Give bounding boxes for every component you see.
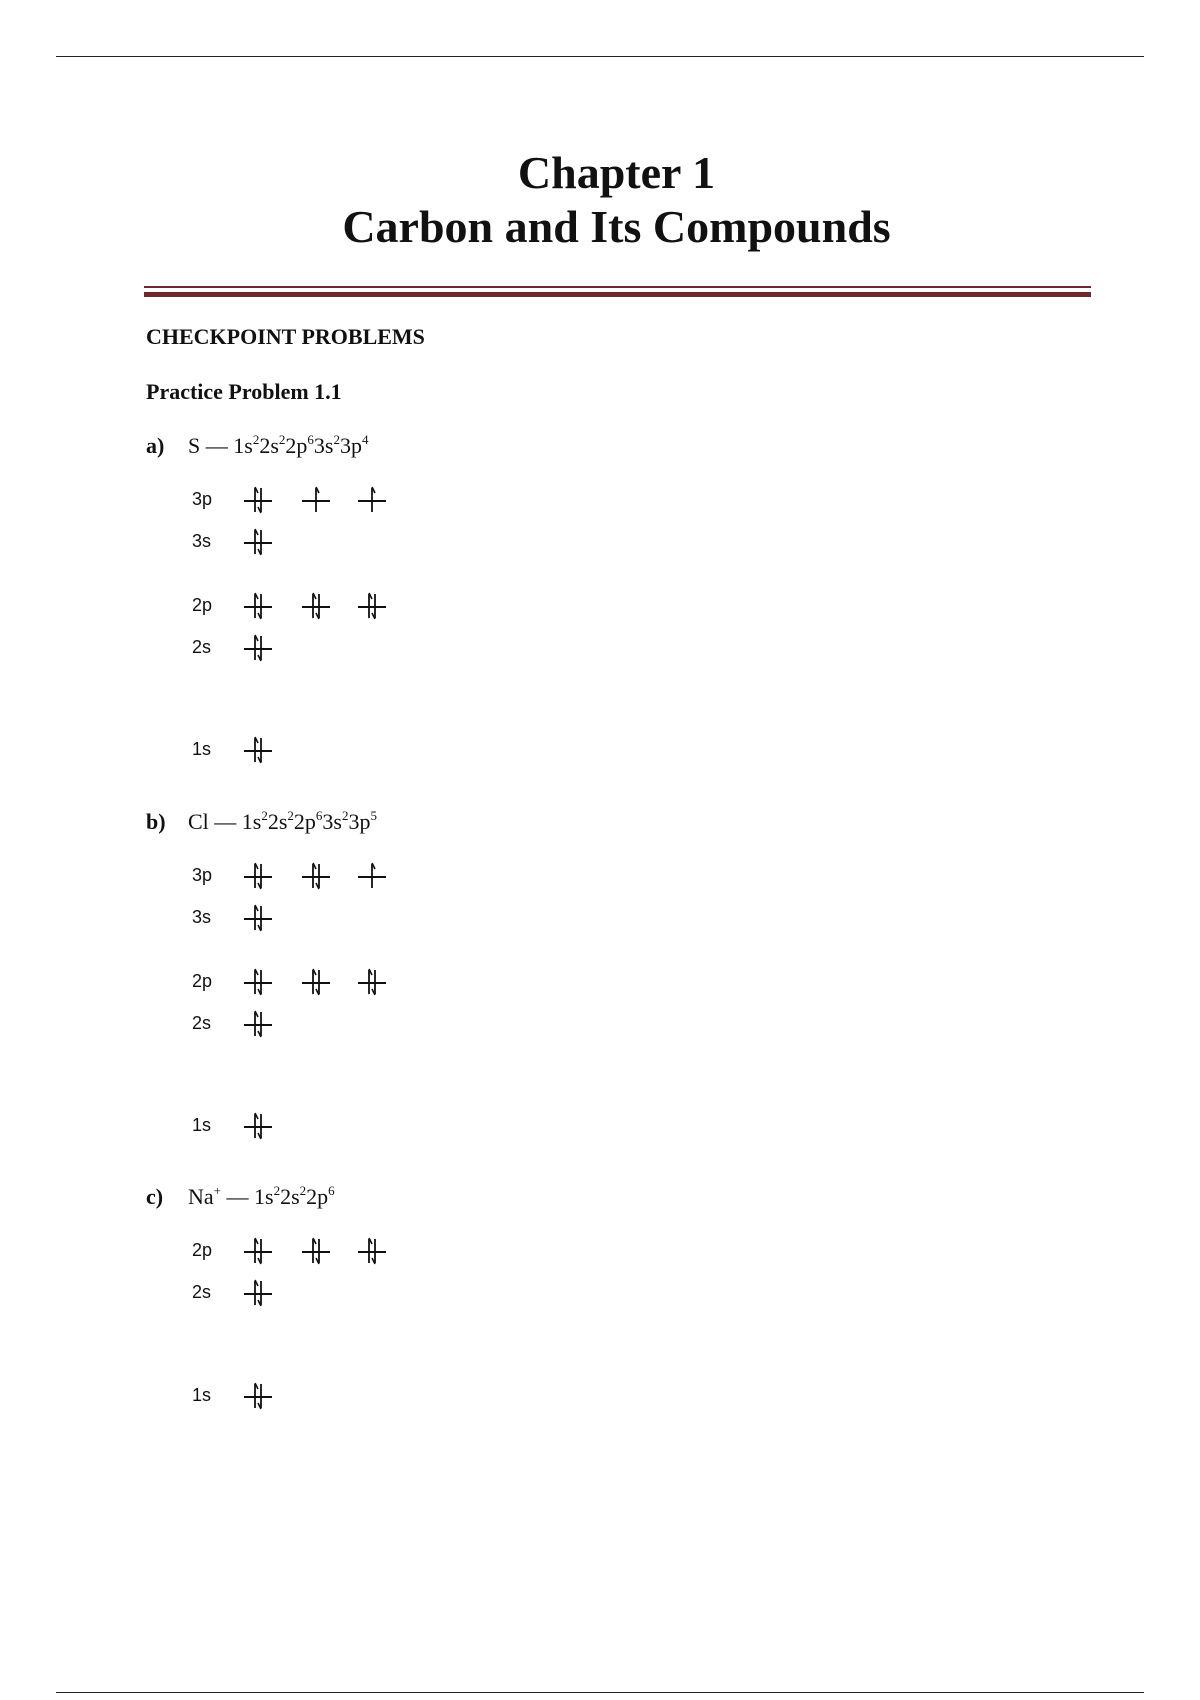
orbital-box-3s: [243, 528, 273, 556]
orbital-box-2s: [243, 1279, 273, 1307]
orbital-box-3p: [357, 862, 387, 890]
orbital-label-2s: 2s: [192, 1282, 212, 1302]
electron-count: 2: [261, 808, 268, 823]
orbital-box-2p: [357, 592, 387, 620]
orbital-label-2s: 2s: [192, 1013, 212, 1033]
orbital-label-3s: 3s: [192, 907, 212, 927]
part-letter: c): [146, 1184, 164, 1209]
orbital-box-3p: [301, 486, 331, 514]
part-letter: a): [146, 433, 165, 458]
electron-count: 6: [328, 1183, 335, 1198]
orbital-label-1s: 1s: [192, 739, 212, 759]
electron-count: 2: [278, 432, 286, 447]
subshell: 1s: [241, 809, 262, 834]
subshell: 2p: [293, 809, 316, 834]
orbital-box-2p: [357, 968, 387, 996]
subshell: 2p: [285, 433, 308, 458]
electron-count: 4: [361, 432, 369, 447]
separator-dash: —: [208, 809, 242, 834]
orbital-label-2p: 2p: [192, 595, 213, 615]
orbital-label-2p: 2p: [192, 1240, 213, 1260]
subshell: 2s: [280, 1184, 300, 1209]
chapter-number: Chapter 1: [517, 147, 716, 198]
orbital-box-3p: [301, 862, 331, 890]
orbital-box-1s: [243, 736, 273, 764]
separator-dash: —: [221, 1184, 254, 1209]
subshell: 1s: [254, 1184, 274, 1209]
subshell: 2s: [267, 809, 288, 834]
electron-count: 2: [299, 1183, 307, 1198]
electron-count: 6: [315, 808, 323, 823]
subshell: 3s: [322, 809, 342, 834]
orbital-box-2s: [243, 634, 273, 662]
chapter-title: [0, 146, 1200, 254]
electron-configuration-cl: [146, 809, 377, 835]
subshell: 2s: [259, 433, 279, 458]
orbital-box-3s: [243, 904, 273, 932]
orbital-box-2p: [243, 1237, 273, 1265]
orbital-label-1s: 1s: [192, 1115, 212, 1135]
orbital-label-2p: 2p: [192, 971, 213, 991]
orbital-box-2s: [243, 1010, 273, 1038]
orbital-box-3p: [357, 486, 387, 514]
element-symbol: Na: [188, 1184, 214, 1209]
page-top-rule: [56, 56, 1144, 57]
chapter-name: Carbon and Its Compounds: [342, 201, 891, 252]
orbital-box-2p: [243, 968, 273, 996]
subshell: 1s: [233, 433, 253, 458]
orbital-box-2p: [301, 1237, 331, 1265]
orbital-box-3p: [243, 486, 273, 514]
orbital-box-3p: [243, 862, 273, 890]
subshell: 3p: [339, 433, 362, 458]
electron-count: 2: [273, 1183, 281, 1198]
electron-configuration-s: [146, 433, 368, 459]
electron-count: 5: [370, 808, 377, 823]
orbital-box-2p: [243, 592, 273, 620]
element-symbol: Cl: [188, 809, 209, 834]
orbital-label-3p: 3p: [192, 489, 213, 509]
orbital-box-2p: [301, 592, 331, 620]
page-bottom-rule: [56, 1692, 1144, 1693]
orbital-box-2p: [357, 1237, 387, 1265]
electron-count: 6: [307, 432, 314, 447]
electron-count: 2: [287, 808, 294, 823]
electron-count: 2: [341, 808, 349, 823]
orbital-label-1s: 1s: [192, 1385, 212, 1405]
subshell: 3s: [313, 433, 334, 458]
orbital-label-3s: 3s: [192, 531, 212, 551]
subshell: 3p: [348, 809, 371, 834]
orbital-label-3p: 3p: [192, 865, 213, 885]
ion-charge: +: [213, 1183, 221, 1198]
orbital-box-2p: [301, 968, 331, 996]
section-heading: CHECKPOINT PROBLEMS: [146, 324, 425, 349]
separator-dash: —: [200, 433, 234, 458]
orbital-box-1s: [243, 1382, 273, 1410]
title-divider: [144, 286, 1091, 297]
practice-problem-heading: Practice Problem 1.1: [146, 379, 342, 404]
electron-configuration-na: [146, 1184, 335, 1210]
element-symbol: S: [188, 433, 201, 458]
subshell: 2p: [306, 1184, 329, 1209]
orbital-label-2s: 2s: [192, 637, 212, 657]
electron-count: 2: [333, 432, 340, 447]
electron-count: 2: [252, 432, 260, 447]
part-letter: b): [146, 809, 166, 834]
orbital-box-1s: [243, 1112, 273, 1140]
